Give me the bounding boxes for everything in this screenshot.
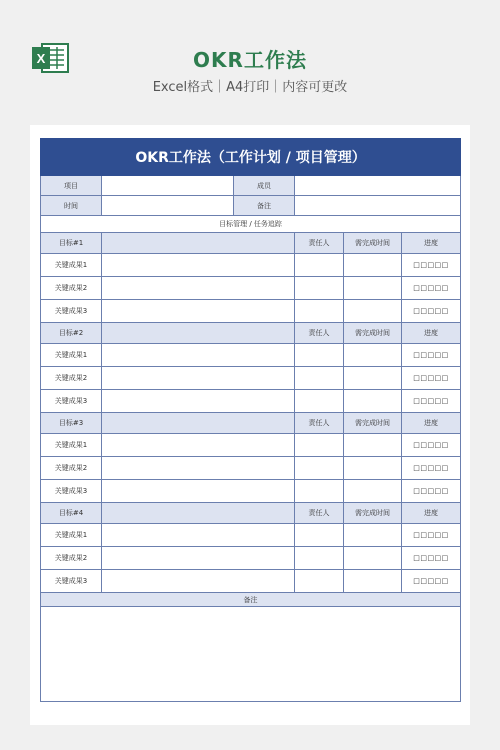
goal-header-row	[41, 323, 461, 344]
owner-cell[interactable]	[295, 277, 344, 300]
remark-label: 备注	[234, 196, 295, 216]
goal-description-cell[interactable]	[102, 503, 295, 524]
owner-cell[interactable]	[295, 480, 344, 503]
footer-remark-body-row	[41, 607, 461, 702]
deadline-column-header: 需完成时间	[344, 413, 402, 434]
progress-column-header: 进度	[402, 323, 461, 344]
owner-cell[interactable]	[295, 547, 344, 570]
page-subtitle: Excel格式｜A4打印｜内容可更改	[152, 80, 348, 95]
key-result-label: 关键成果3	[41, 300, 102, 323]
goal-label: 目标#4	[41, 503, 102, 524]
footer-remark-label: 备注	[41, 593, 461, 607]
progress-checkboxes[interactable]: □□□□□	[402, 277, 461, 300]
key-result-description-cell[interactable]	[102, 547, 295, 570]
progress-checkboxes[interactable]: □□□□□	[402, 367, 461, 390]
owner-column-header: 责任人	[295, 323, 344, 344]
key-result-label: 关键成果1	[41, 434, 102, 457]
key-result-description-cell[interactable]	[102, 254, 295, 277]
key-result-row	[41, 390, 461, 413]
key-result-label: 关键成果1	[41, 344, 102, 367]
progress-column-header: 进度	[402, 233, 461, 254]
section-title: 目标管理 / 任务追踪	[41, 216, 461, 233]
owner-cell[interactable]	[295, 524, 344, 547]
key-result-description-cell[interactable]	[102, 524, 295, 547]
progress-checkboxes[interactable]: □□□□□	[402, 300, 461, 323]
goal-header-row	[41, 503, 461, 524]
key-result-row	[41, 367, 461, 390]
key-result-label: 关键成果1	[41, 254, 102, 277]
progress-checkboxes[interactable]: □□□□□	[402, 480, 461, 503]
key-result-row	[41, 434, 461, 457]
goal-description-cell[interactable]	[102, 323, 295, 344]
key-result-row	[41, 300, 461, 323]
key-result-description-cell[interactable]	[102, 390, 295, 413]
deadline-cell[interactable]	[344, 390, 402, 413]
progress-checkboxes[interactable]: □□□□□	[402, 434, 461, 457]
owner-column-header: 责任人	[295, 503, 344, 524]
key-result-label: 关键成果3	[41, 390, 102, 413]
key-result-row	[41, 524, 461, 547]
progress-checkboxes[interactable]: □□□□□	[402, 390, 461, 413]
owner-column-header: 责任人	[295, 233, 344, 254]
deadline-cell[interactable]	[344, 457, 402, 480]
goal-description-cell[interactable]	[102, 413, 295, 434]
excel-icon-letter: X	[36, 51, 46, 66]
progress-checkboxes[interactable]: □□□□□	[402, 254, 461, 277]
deadline-cell[interactable]	[344, 547, 402, 570]
goal-label: 目标#3	[41, 413, 102, 434]
goal-header-row	[41, 413, 461, 434]
progress-column-header: 进度	[402, 503, 461, 524]
key-result-description-cell[interactable]	[102, 434, 295, 457]
key-result-label: 关键成果2	[41, 457, 102, 480]
key-result-label: 关键成果3	[41, 480, 102, 503]
progress-checkboxes[interactable]: □□□□□	[402, 524, 461, 547]
goal-label: 目标#1	[41, 233, 102, 254]
key-result-row	[41, 457, 461, 480]
deadline-cell[interactable]	[344, 434, 402, 457]
key-result-row	[41, 277, 461, 300]
time-value-cell[interactable]	[102, 196, 234, 216]
owner-column-header: 责任人	[295, 413, 344, 434]
owner-cell[interactable]	[295, 457, 344, 480]
owner-cell[interactable]	[295, 434, 344, 457]
progress-checkboxes[interactable]: □□□□□	[402, 570, 461, 593]
key-result-row	[41, 480, 461, 503]
page-title: OKR工作法	[193, 48, 307, 72]
footer-remark-cell[interactable]	[41, 607, 461, 702]
deadline-cell[interactable]	[344, 254, 402, 277]
key-result-description-cell[interactable]	[102, 367, 295, 390]
key-result-label: 关键成果1	[41, 524, 102, 547]
goal-header-row	[41, 233, 461, 254]
owner-cell[interactable]	[295, 390, 344, 413]
deadline-cell[interactable]	[344, 367, 402, 390]
deadline-cell[interactable]	[344, 344, 402, 367]
deadline-column-header: 需完成时间	[344, 323, 402, 344]
project-value-cell[interactable]	[102, 176, 234, 196]
progress-checkboxes[interactable]: □□□□□	[402, 457, 461, 480]
deadline-cell[interactable]	[344, 300, 402, 323]
key-result-label: 关键成果2	[41, 277, 102, 300]
deadline-column-header: 需完成时间	[344, 503, 402, 524]
remark-value-cell[interactable]	[295, 196, 461, 216]
key-result-label: 关键成果2	[41, 367, 102, 390]
key-result-label: 关键成果2	[41, 547, 102, 570]
okr-sheet	[40, 138, 461, 702]
key-result-row	[41, 547, 461, 570]
member-label: 成员	[234, 176, 295, 196]
key-result-description-cell[interactable]	[102, 480, 295, 503]
goal-description-cell[interactable]	[102, 233, 295, 254]
progress-column-header: 进度	[402, 413, 461, 434]
footer-remark-header-row	[41, 593, 461, 607]
key-result-description-cell[interactable]	[102, 344, 295, 367]
deadline-cell[interactable]	[344, 480, 402, 503]
owner-cell[interactable]	[295, 570, 344, 593]
progress-checkboxes[interactable]: □□□□□	[402, 344, 461, 367]
deadline-cell[interactable]	[344, 277, 402, 300]
key-result-description-cell[interactable]	[102, 570, 295, 593]
key-result-description-cell[interactable]	[102, 277, 295, 300]
owner-cell[interactable]	[295, 254, 344, 277]
key-result-description-cell[interactable]	[102, 300, 295, 323]
key-result-row	[41, 254, 461, 277]
deadline-cell[interactable]	[344, 570, 402, 593]
key-result-description-cell[interactable]	[102, 457, 295, 480]
key-result-row	[41, 570, 461, 593]
key-result-row	[41, 344, 461, 367]
progress-checkboxes[interactable]: □□□□□	[402, 547, 461, 570]
deadline-column-header: 需完成时间	[344, 233, 402, 254]
project-label: 项目	[41, 176, 102, 196]
sheet-title: OKR工作法（工作计划 / 项目管理）	[41, 139, 461, 176]
goal-label: 目标#2	[41, 323, 102, 344]
member-value-cell[interactable]	[295, 176, 461, 196]
owner-cell[interactable]	[295, 367, 344, 390]
owner-cell[interactable]	[295, 344, 344, 367]
owner-cell[interactable]	[295, 300, 344, 323]
deadline-cell[interactable]	[344, 524, 402, 547]
document-page	[30, 125, 470, 725]
time-label: 时间	[41, 196, 102, 216]
key-result-label: 关键成果3	[41, 570, 102, 593]
